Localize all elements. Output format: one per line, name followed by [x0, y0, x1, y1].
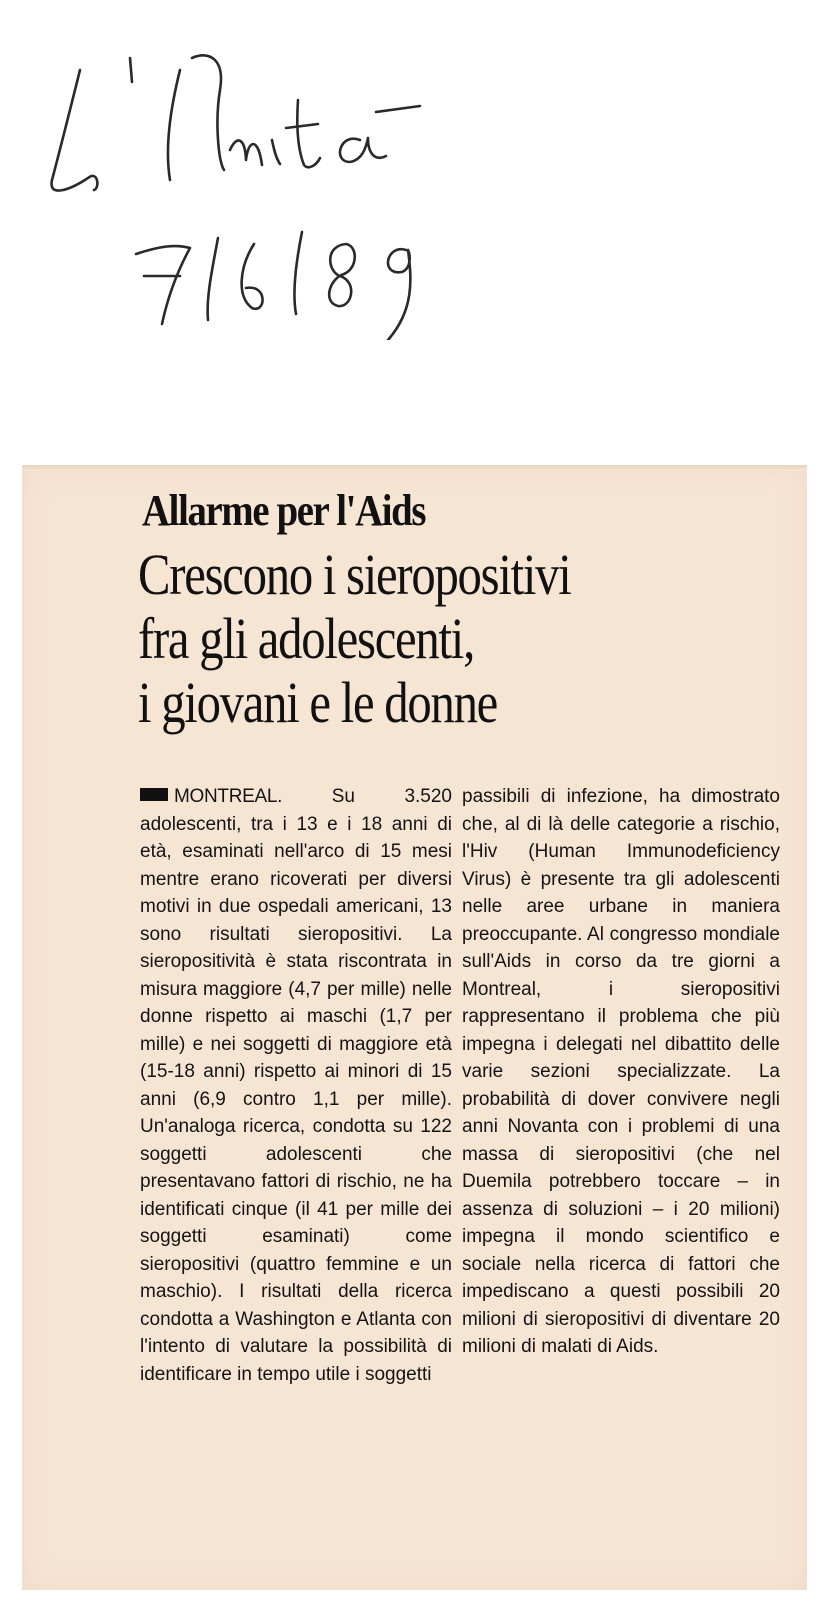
handwritten-annotation: [40, 40, 460, 340]
dateline-bullet-icon: [140, 788, 168, 801]
column-1-text: Su 3.520 adolescenti, tra i 13 e i 18 anni di età, esaminati nell'arco di 15 mesi mentre erano ricoverati per diversi motivi in due ospedali americani, 13 sono risultati sieropositivi. La sieropositività è stata riscontrata in misura maggiore (4,7 per mille) nelle donne rispetto ai maschi (1,7 per mille) e nei soggetti di maggiore età (15-18 anni) rispetto ai minori di 15 anni (6,9 contro 1,1 per mille). Un'analoga ricerca, condotta su 122 soggetti adolescenti che presentavano fattori di rischio, ne ha identificati cinque (il 41 per mille dei soggetti esaminati) come sieropositivi (quattro femmine e un maschio). I risultati della ricerca condotta a Washington e Atlanta con l'intento di valutare la possibilità di identificare in tempo utile i soggetti: [140, 786, 452, 1385]
headline-line: i giovani e le donne: [138, 670, 498, 735]
newspaper-clipping: [22, 465, 807, 1590]
article-dateline: MONTREAL.: [174, 786, 283, 807]
article-kicker: Allarme per l'Aids: [142, 486, 426, 535]
headline-line: fra gli adolescenti,: [138, 606, 474, 671]
column-2-text: passibili di infezione, ha dimostrato che, al di là delle categorie a rischio, l'Hiv (Human Immunodeficiency Virus) è presente tra gli adolescenti nelle aree urbane in maniera preoccupante. Al congresso mondiale sull'Aids in corso da tre giorni a Montreal, i sieropositivi rappresentano il problema che più impegna i delegati nel dibattito delle varie sezioni specializzate. La probabilità di dover convivere negli anni Novanta con i problemi di una massa di sieropositivi (che nel Duemila potrebbero toccare – in assenza di soluzioni – i 20 milioni) impegna il mondo scientifico e sociale nella ricerca di fattori che impediscano a questi possibili 20 milioni di sieropositivi di diventare 20 milioni di malati di Aids.: [462, 786, 780, 1357]
headline-line: Crescono i sieropositivi: [138, 542, 571, 607]
article-column-2: [462, 783, 780, 1361]
article-headline: [138, 543, 571, 735]
article-column-1: [140, 783, 452, 1388]
